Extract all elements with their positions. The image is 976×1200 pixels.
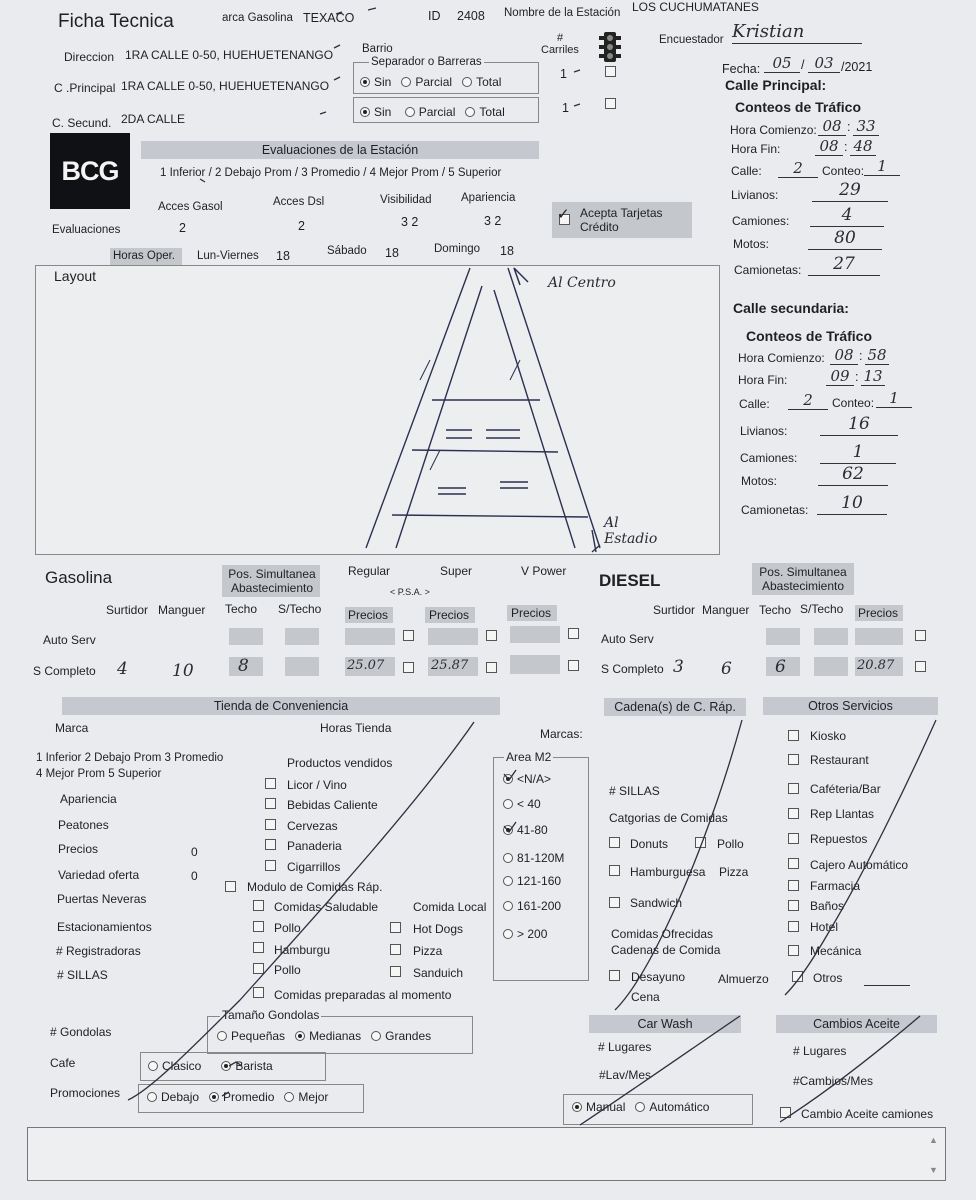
aceite-header: Cambios Aceite xyxy=(776,1015,937,1033)
tienda-scale-1: 1 Inferior 2 Debajo Prom 3 Promedio xyxy=(36,752,224,764)
bebidas-checkbox[interactable] xyxy=(265,798,276,809)
evaluaciones-header: Evaluaciones de la Estación xyxy=(141,141,539,159)
carriles-principal[interactable]: 1 xyxy=(560,67,567,81)
gas-sc-super-checkbox[interactable] xyxy=(486,662,497,673)
traffic-light-icon xyxy=(597,31,623,63)
cad-pizza-label: Pizza xyxy=(719,865,749,879)
hora-comienzo-m[interactable]: 33 xyxy=(853,118,879,136)
gas-sc-techo[interactable]: 8 xyxy=(238,656,249,676)
preparadas-checkbox[interactable] xyxy=(253,987,264,998)
dsl-sc-checkbox[interactable] xyxy=(915,661,926,672)
pollo-label: Pollo xyxy=(274,921,301,935)
dsl-sc-manguer[interactable]: 6 xyxy=(721,659,732,679)
conteo-label: Conteo: xyxy=(822,164,865,178)
tienda-marca: Marca xyxy=(55,721,89,735)
motos-sec-value[interactable]: 62 xyxy=(818,465,888,486)
hora-comienzo-sec-h[interactable]: 08 xyxy=(830,347,858,365)
sketch-al-centro: Al Centro xyxy=(548,275,616,291)
gas-precios-regular: Precios xyxy=(348,608,389,622)
otros-checkbox[interactable] xyxy=(792,971,803,982)
cad-pollo-label: Pollo xyxy=(717,837,744,851)
gas-precios-super: Precios xyxy=(429,608,470,622)
gas-manguer-label: Manguer xyxy=(158,603,206,617)
otros-header: Otros Servicios xyxy=(763,697,938,715)
gas-as-super-checkbox[interactable] xyxy=(486,630,497,641)
fecha-year: /2021 xyxy=(841,60,873,74)
gas-regular: Regular xyxy=(348,564,391,578)
tienda-row-variedad: Variedad oferta xyxy=(58,868,140,882)
hora-fin-sec-h[interactable]: 09 xyxy=(826,368,854,386)
cajero-label: Cajero Automático xyxy=(810,858,909,872)
promo-options[interactable]: Debajo Promedio Mejor xyxy=(147,1091,328,1105)
bebidas-label: Bebidas Caliente xyxy=(287,798,378,812)
area-opt-41-80[interactable]: 41-80 xyxy=(503,824,548,838)
hora-fin-sec-label: Hora Fin: xyxy=(738,373,788,387)
marca-value[interactable]: TEXACO xyxy=(303,11,355,25)
scroll-up-icon[interactable]: ▲ xyxy=(929,1135,938,1145)
mecanica-checkbox[interactable] xyxy=(788,945,799,956)
gas-techo-label: Techo xyxy=(225,602,258,616)
encuestador-label: Encuestador xyxy=(659,34,724,46)
gas-pos-simul: Pos. Simultanea Abastecimiento xyxy=(228,567,316,595)
carwash-lav-mes: #Lav/Mes xyxy=(599,1068,652,1082)
gas-sc-surtidor[interactable]: 4 xyxy=(117,659,128,679)
calle-sec-label: Calle: xyxy=(739,397,770,411)
calle-principal-title: Calle Principal: xyxy=(725,77,827,93)
area-opt-na[interactable]: <N/A> xyxy=(503,773,551,787)
gas-vpower: V Power xyxy=(521,564,567,578)
dsl-as-checkbox[interactable] xyxy=(915,630,926,641)
modulo-label: Modulo de Comidas Ráp. xyxy=(247,880,383,894)
camionetas-sec-value[interactable]: 10 xyxy=(817,494,887,515)
tamano-options[interactable]: Pequeñas Medianas Grandes xyxy=(217,1030,431,1044)
farmacia-checkbox[interactable] xyxy=(788,880,799,891)
dsl-sc-precio[interactable]: 20.87 xyxy=(857,658,895,673)
gas-psa: < P.S.A. > xyxy=(390,587,430,597)
camiones-value[interactable]: 4 xyxy=(810,206,884,227)
farmacia-label: Farmacia xyxy=(810,879,861,893)
sandwich-label: Sandwich xyxy=(630,896,683,910)
hora-fin-m[interactable]: 48 xyxy=(850,138,876,156)
radio-sin[interactable] xyxy=(360,107,370,117)
aceite-lugares: # Lugares xyxy=(793,1044,847,1058)
preparadas-label: Comidas preparadas al momento xyxy=(274,988,452,1002)
carwash-header: Car Wash xyxy=(589,1015,741,1033)
scroll-down-icon[interactable]: ▼ xyxy=(929,1165,938,1175)
rep-llantas-label: Rep Llantas xyxy=(810,807,875,821)
dsl-techo-label: Techo xyxy=(759,603,792,617)
gas-as-precio-vpower[interactable] xyxy=(510,626,560,643)
sketch-al-estadio: Al Estadio xyxy=(604,515,658,547)
domingo-value[interactable]: 18 xyxy=(500,244,514,258)
almuerzo-label: Almuerzo xyxy=(718,972,769,986)
otros-label: Otros xyxy=(813,971,843,985)
camionetas-value[interactable]: 27 xyxy=(808,255,880,276)
dsl-as-stecho[interactable] xyxy=(814,628,848,645)
bcg-logo: BCG xyxy=(50,133,130,209)
area-opt-121-160[interactable]: 121-160 xyxy=(503,875,561,889)
gas-as-regular-checkbox[interactable] xyxy=(403,630,414,641)
saludable-label: Comidas Saludable xyxy=(274,900,379,914)
repuestos-label: Repuestos xyxy=(810,832,868,846)
acces-dsl-label: Acces Dsl xyxy=(273,196,325,208)
gas-super: Super xyxy=(440,564,473,578)
tienda-row-peatones: Peatones xyxy=(58,818,109,832)
camionetas-label: Camionetas: xyxy=(734,263,802,277)
carriles-label: Carriles xyxy=(541,44,579,56)
hora-comienzo-sec-label: Hora Comienzo: xyxy=(738,351,825,365)
tienda-row-puertas: Puertas Neveras xyxy=(57,892,147,906)
gas-as-precio-regular[interactable] xyxy=(345,628,395,645)
direccion-label: Direccion xyxy=(64,50,115,64)
gas-sc-precio-regular[interactable]: 25.07 xyxy=(347,658,385,673)
gasolina-title: Gasolina xyxy=(45,568,113,587)
cadenas-categorias: Catgorias de Comidas xyxy=(609,811,728,825)
dsl-surtidor-label: Surtidor xyxy=(653,603,696,617)
evaluaciones-row-label: Evaluaciones xyxy=(52,224,121,236)
hotdogs-checkbox[interactable] xyxy=(390,922,401,933)
dsl-s-completo-label: S Completo xyxy=(601,662,664,676)
cad-pollo-checkbox[interactable] xyxy=(695,837,706,848)
visibilidad-value[interactable]: 3 2 xyxy=(401,215,419,229)
horas-oper-label: Horas Oper. xyxy=(113,250,175,262)
id-value[interactable]: 2408 xyxy=(457,9,485,23)
aceite-camiones-checkbox[interactable] xyxy=(780,1107,791,1118)
rep-llantas-checkbox[interactable] xyxy=(788,808,799,819)
tienda-row-sillas: # SILLAS xyxy=(57,968,108,982)
licor-label: Licor / Vino xyxy=(287,778,347,792)
radio-sin[interactable] xyxy=(360,77,370,87)
livianos-sec-value[interactable]: 16 xyxy=(820,415,898,436)
area-opt-81-120[interactable]: 81-120M xyxy=(503,852,564,866)
motos-sec-label: Motos: xyxy=(741,474,778,488)
fecha-month[interactable]: 03 xyxy=(808,55,840,73)
gas-surtidor-label: Surtidor xyxy=(106,603,149,617)
area-label: Area M2 xyxy=(506,750,552,764)
marca-label: arca Gasolina xyxy=(222,12,293,24)
livianos-sec-label: Livianos: xyxy=(740,424,788,438)
layout-label: Layout xyxy=(54,268,97,284)
gas-as-vpower-checkbox[interactable] xyxy=(568,628,579,639)
pollo-checkbox[interactable] xyxy=(253,921,264,932)
dsl-manguer-label: Manguer xyxy=(702,603,750,617)
desayuno-label: Desayuno xyxy=(631,970,686,984)
livianos-value[interactable]: 29 xyxy=(812,181,888,202)
diesel-title: DIESEL xyxy=(599,571,661,590)
carwash-lugares: # Lugares xyxy=(598,1040,652,1054)
modulo-checkbox[interactable] xyxy=(225,881,236,892)
dsl-auto-serv-label: Auto Serv xyxy=(601,632,654,646)
fecha-label: Fecha: xyxy=(722,62,761,76)
acces-dsl-value[interactable]: 2 xyxy=(298,219,305,233)
restaurant-label: Restaurant xyxy=(810,753,869,767)
semaforo-secundaria-checkbox[interactable] xyxy=(605,98,616,109)
tamano-label: Tamaño Gondolas xyxy=(222,1008,320,1022)
camiones-sec-value[interactable]: 1 xyxy=(820,443,896,464)
gas-as-precio-super[interactable] xyxy=(428,628,478,645)
area-group xyxy=(493,757,589,981)
ofrecidas-2: Cadenas de Comida xyxy=(611,943,721,957)
desayuno-checkbox[interactable] xyxy=(609,970,620,981)
comments-textarea[interactable] xyxy=(27,1127,946,1181)
sandwich-checkbox[interactable] xyxy=(609,897,620,908)
dsl-as-precio[interactable] xyxy=(855,628,903,645)
motos-value[interactable]: 80 xyxy=(808,229,882,250)
cprincipal-label: C .Principal xyxy=(54,81,116,95)
dsl-sc-surtidor[interactable]: 3 xyxy=(673,657,684,677)
apariencia-label: Apariencia xyxy=(461,192,516,204)
radio-parcial[interactable] xyxy=(405,107,415,117)
aceite-cambios-mes: #Cambios/Mes xyxy=(793,1074,874,1088)
cafeteria-label: Caféteria/Bar xyxy=(810,782,881,796)
pizza-checkbox[interactable] xyxy=(390,944,401,955)
calle-secundaria-title: Calle secundaria: xyxy=(733,300,849,316)
hotel-label: Hotel xyxy=(810,920,839,934)
csecund-value[interactable]: 2DA CALLE xyxy=(121,112,186,126)
cigarrillos-checkbox[interactable] xyxy=(265,860,276,871)
separador-secundaria-options[interactable]: Sin Parcial Total xyxy=(360,106,505,120)
estacion-value[interactable]: LOS CUCHUMATANES xyxy=(632,0,759,14)
livianos-label: Livianos: xyxy=(731,188,779,202)
id-label: ID xyxy=(428,9,441,23)
visibilidad-label: Visibilidad xyxy=(380,194,432,206)
cprincipal-value[interactable]: 1RA CALLE 0-50, HUEHUETENANGO xyxy=(121,79,330,93)
direccion-value[interactable]: 1RA CALLE 0-50, HUEHUETENANGO xyxy=(125,48,334,62)
dsl-stecho-label: S/Techo xyxy=(800,602,844,616)
acces-gasol-value[interactable]: 2 xyxy=(179,221,186,235)
cafeteria-checkbox[interactable] xyxy=(788,783,799,794)
cena-label: Cena xyxy=(631,990,660,1004)
gas-sc-precio-super[interactable]: 25.87 xyxy=(431,658,469,673)
cadenas-sillas: # SILLAS xyxy=(609,784,660,798)
domingo-label: Domingo xyxy=(434,243,481,255)
productos-label: Productos vendidos xyxy=(287,756,393,770)
gas-as-stecho[interactable] xyxy=(285,628,319,645)
gas-s-completo-label: S Completo xyxy=(33,664,96,678)
hora-comienzo-h[interactable]: 08 xyxy=(818,118,846,136)
tienda-variedad-value[interactable]: 0 xyxy=(191,869,198,883)
fecha-day[interactable]: 05 xyxy=(764,55,800,73)
promociones-label: Promociones xyxy=(50,1086,121,1100)
tienda-row-apariencia: Apariencia xyxy=(60,792,117,806)
carriles-label-hash: # xyxy=(557,32,564,44)
tienda-horas: Horas Tienda xyxy=(320,721,392,735)
camionetas-sec-label: Camionetas: xyxy=(741,503,809,517)
conteo-value[interactable]: 1 xyxy=(864,158,900,176)
separador-label: Separador o Barreras xyxy=(371,56,482,68)
hamburguesa-label: Hamburguesa xyxy=(630,865,706,879)
cervezas-checkbox[interactable] xyxy=(265,819,276,830)
tarjetas-label: Acepta Tarjetas Crédito xyxy=(580,206,663,234)
gas-auto-serv-label: Auto Serv xyxy=(43,633,96,647)
pollo2-label: Pollo xyxy=(274,963,301,977)
calle-label: Calle: xyxy=(731,164,762,178)
pizza-label: Pizza xyxy=(413,944,443,958)
area-opt-gt200[interactable]: > 200 xyxy=(503,928,547,942)
gas-sc-regular-checkbox[interactable] xyxy=(403,662,414,673)
conteo-sec-label: Conteo: xyxy=(832,396,875,410)
tienda-row-precios: Precios xyxy=(58,842,99,856)
gondolas-label: # Gondolas xyxy=(50,1025,112,1039)
cervezas-label: Cervezas xyxy=(287,819,338,833)
sabado-label: Sábado xyxy=(327,245,367,257)
dsl-sc-stecho[interactable] xyxy=(814,657,848,676)
motos-label: Motos: xyxy=(733,237,770,251)
dsl-sc-techo[interactable]: 6 xyxy=(775,657,786,677)
ofrecidas-1: Comidas Ofrecidas xyxy=(611,927,714,941)
gas-sc-manguer[interactable]: 10 xyxy=(172,661,194,681)
csecund-label: C. Secund. xyxy=(52,116,112,130)
area-opt-161-200[interactable]: 161-200 xyxy=(503,900,561,914)
form-page: Ficha Tecnica arca Gasolina TEXACO ID 2408 Nombre de la Estación LOS CUCHUMATANES Encuestador Kristian Fecha: 05 / 03 /2021 Direccion 1RA CALLE 0-50, HUEHUETENANGO C .Principal 1RA CALLE 0-50, HUEHUETENANGO C. Secund. 2DA CALLE Barrio Separador o Barreras Sin Parcial Total Sin Parcial Total # Carriles 1 1 BCG Evaluaciones de la Estación 1 Inferior / 2 Debajo Prom / 3 Promedio / 4 Mejor Prom / 5 Superior Acces Gasol Acces Dsl Visibilidad Apariencia Evaluaciones 2 2 3 2 3 2 ✓ Acepta Tarjetas Crédito Horas Oper. Lun-Viernes 18 Sábado 18 Domingo 18 Layout Al Centro Al Estadio Calle Principal: Conteos de Tráfico Hora Comienzo: 08 : 33 Hora Fin: 08 : 48 Calle: 2 Conteo: 1 Livianos: 29 Camiones: 4 Motos: 80 Camionetas: 27 Calle secundaria: Conteos de Tráfico Hora Comienzo: 08 : 58 Hora Fin: 09 : 13 Calle: 2 Conteo: 1 Livianos: 16 Camiones: 1 Motos: 62 Camionetas: 10 Gasolina Pos. Simultanea Abastecimiento Regular Super V Power < P.S.A. > Surtidor Manguer Techo S/Techo Precios Precios Precios Auto Serv S Completo 4 10 8 25.07 25.87 DIESEL Pos. Simultanea Abastecimiento Surtidor Manguer Techo S/Techo Precios Auto Serv S Completo 3 6 6 20.87 Tienda de Conveniencia Marca Horas Tienda 1 Inferior 2 Debajo Prom 3 Promedio 4 Mejor Prom 5 Superior Productos vendidos Apariencia Peatones Precios 0 Variedad oferta 0 Puertas Neveras Estacionamientos # Registradoras # SILLAS Licor / Vino Bebidas Caliente Cervezas Panaderia Cigarrillos Modulo de Comidas Ráp. Comidas Saludable Comida Local Pollo Hamburgu Pollo Comidas preparadas al momento Hot Dogs Pizza Sanduich Marcas: Area M2 <N/A> < 40 41-80 81-120M 121-160 161-200 > 200 Tamaño Gondolas Pequeñas Medianas Grandes # Gondolas Cafe Clasico Barista Promociones Debajo Promedio Mejor Cadena(s) de C. Ráp. # SILLAS Catgorias de Comidas Donuts Pollo Hamburguesa Pizza Sandwich Comidas Ofrecidas Cadenas de Comida Desayuno Almuerzo Cena Otros Servicios Kiosko Restaurant Caféteria/Bar Rep Llantas Repuestos Cajero Automático Farmacia Baños Hotel Mecánica Otros Car Wash # Lugares #Lav/Mes Manual Automático Cambios Aceite # Lugares #Cambios/Mes Cambio Aceite camiones ▲ ▼ xyxy=(0,0,976,1200)
carwash-options[interactable]: Manual Automático xyxy=(572,1101,709,1115)
hotel-checkbox[interactable] xyxy=(788,921,799,932)
camiones-label: Camiones: xyxy=(732,214,790,228)
comida-local-label: Comida Local xyxy=(413,900,487,914)
gas-precios-vpower: Precios xyxy=(511,606,552,620)
dsl-precios: Precios xyxy=(858,606,899,620)
marcas-label: Marcas: xyxy=(540,727,583,741)
panaderia-checkbox[interactable] xyxy=(265,839,276,850)
calle-sec-value[interactable]: 2 xyxy=(788,392,828,410)
cafe-label: Cafe xyxy=(50,1056,76,1070)
mecanica-label: Mecánica xyxy=(810,944,862,958)
panaderia-label: Panaderia xyxy=(287,839,342,853)
donuts-label: Donuts xyxy=(630,837,669,851)
area-opt-lt40[interactable]: < 40 xyxy=(503,798,541,812)
licor-checkbox[interactable] xyxy=(265,778,276,789)
hora-fin-label: Hora Fin: xyxy=(731,142,781,156)
hamburgu-checkbox[interactable] xyxy=(253,942,264,953)
banos-label: Baños xyxy=(810,899,845,913)
acces-gasol-label: Acces Gasol xyxy=(158,201,223,213)
tienda-scale-2: 4 Mejor Prom 5 Superior xyxy=(36,768,162,780)
conteo-sec-value[interactable]: 1 xyxy=(876,390,912,408)
saludable-checkbox[interactable] xyxy=(253,900,264,911)
radio-parcial[interactable] xyxy=(401,77,411,87)
sanduich-label: Sanduich xyxy=(413,966,464,980)
gas-sc-stecho[interactable] xyxy=(285,657,319,676)
layout-frame xyxy=(35,265,720,555)
sanduich-checkbox[interactable] xyxy=(390,966,401,977)
conteos-secundaria-subtitle: Conteos de Tráfico xyxy=(746,328,873,344)
tienda-header: Tienda de Conveniencia xyxy=(62,697,500,715)
restaurant-checkbox[interactable] xyxy=(788,754,799,765)
radio-total[interactable] xyxy=(465,107,475,117)
conteos-principal-subtitle: Conteos de Tráfico xyxy=(735,99,862,115)
banos-checkbox[interactable] xyxy=(788,900,799,911)
dsl-pos-simul: Pos. Simultanea Abastecimiento xyxy=(759,565,847,593)
carriles-secundaria[interactable]: 1 xyxy=(562,101,569,115)
hora-fin-sec-m[interactable]: 13 xyxy=(861,368,885,386)
repuestos-checkbox[interactable] xyxy=(788,833,799,844)
hamburgu-label: Hamburgu xyxy=(274,943,331,957)
donuts-checkbox[interactable] xyxy=(609,837,620,848)
cigarrillos-label: Cigarrillos xyxy=(287,860,341,874)
cajero-checkbox[interactable] xyxy=(788,858,799,869)
gas-as-techo[interactable] xyxy=(229,628,263,645)
pollo2-checkbox[interactable] xyxy=(253,963,264,974)
encuestador-value[interactable]: Kristian xyxy=(732,22,862,44)
evaluaciones-scale: 1 Inferior / 2 Debajo Prom / 3 Promedio / 4 Mejor Prom / 5 Superior xyxy=(160,167,502,179)
camiones-sec-label: Camiones: xyxy=(740,451,798,465)
dsl-as-techo[interactable] xyxy=(766,628,800,645)
apariencia-value[interactable]: 3 2 xyxy=(484,214,502,228)
hotdogs-label: Hot Dogs xyxy=(413,922,464,936)
gas-sc-vpower-checkbox[interactable] xyxy=(568,660,579,671)
sabado-value[interactable]: 18 xyxy=(385,246,399,260)
semaforo-principal-checkbox[interactable] xyxy=(605,66,616,77)
lunes-label: Lun-Viernes xyxy=(197,250,259,262)
tienda-row-registradoras: # Registradoras xyxy=(56,944,141,958)
cadenas-header: Cadena(s) de C. Ráp. xyxy=(604,698,746,716)
kiosko-checkbox[interactable] xyxy=(788,730,799,741)
calle-value[interactable]: 2 xyxy=(778,160,818,178)
tienda-row-estacionamientos: Estacionamientos xyxy=(57,920,152,934)
gas-sc-precio-vpower[interactable] xyxy=(510,655,560,674)
form-title: Ficha Tecnica xyxy=(58,11,174,32)
separador-principal-options[interactable]: Sin Parcial Total xyxy=(360,76,501,90)
hora-comienzo-sec-m[interactable]: 58 xyxy=(865,347,889,365)
hora-comienzo-label: Hora Comienzo: xyxy=(730,123,817,137)
aceite-camiones-label: Cambio Aceite camiones xyxy=(801,1107,934,1121)
hora-fin-h[interactable]: 08 xyxy=(815,138,843,156)
tienda-precios-value[interactable]: 0 xyxy=(191,845,198,859)
barrio-label: Barrio xyxy=(362,43,393,55)
radio-total[interactable] xyxy=(462,77,472,87)
kiosko-label: Kiosko xyxy=(810,729,847,743)
estacion-label: Nombre de la Estación xyxy=(504,7,621,19)
cafe-options[interactable]: Clasico Barista xyxy=(148,1060,273,1074)
gas-stecho-label: S/Techo xyxy=(278,602,322,616)
lunes-value[interactable]: 18 xyxy=(276,249,290,263)
hamburguesa-checkbox[interactable] xyxy=(609,865,620,876)
otros-input[interactable] xyxy=(864,985,910,986)
